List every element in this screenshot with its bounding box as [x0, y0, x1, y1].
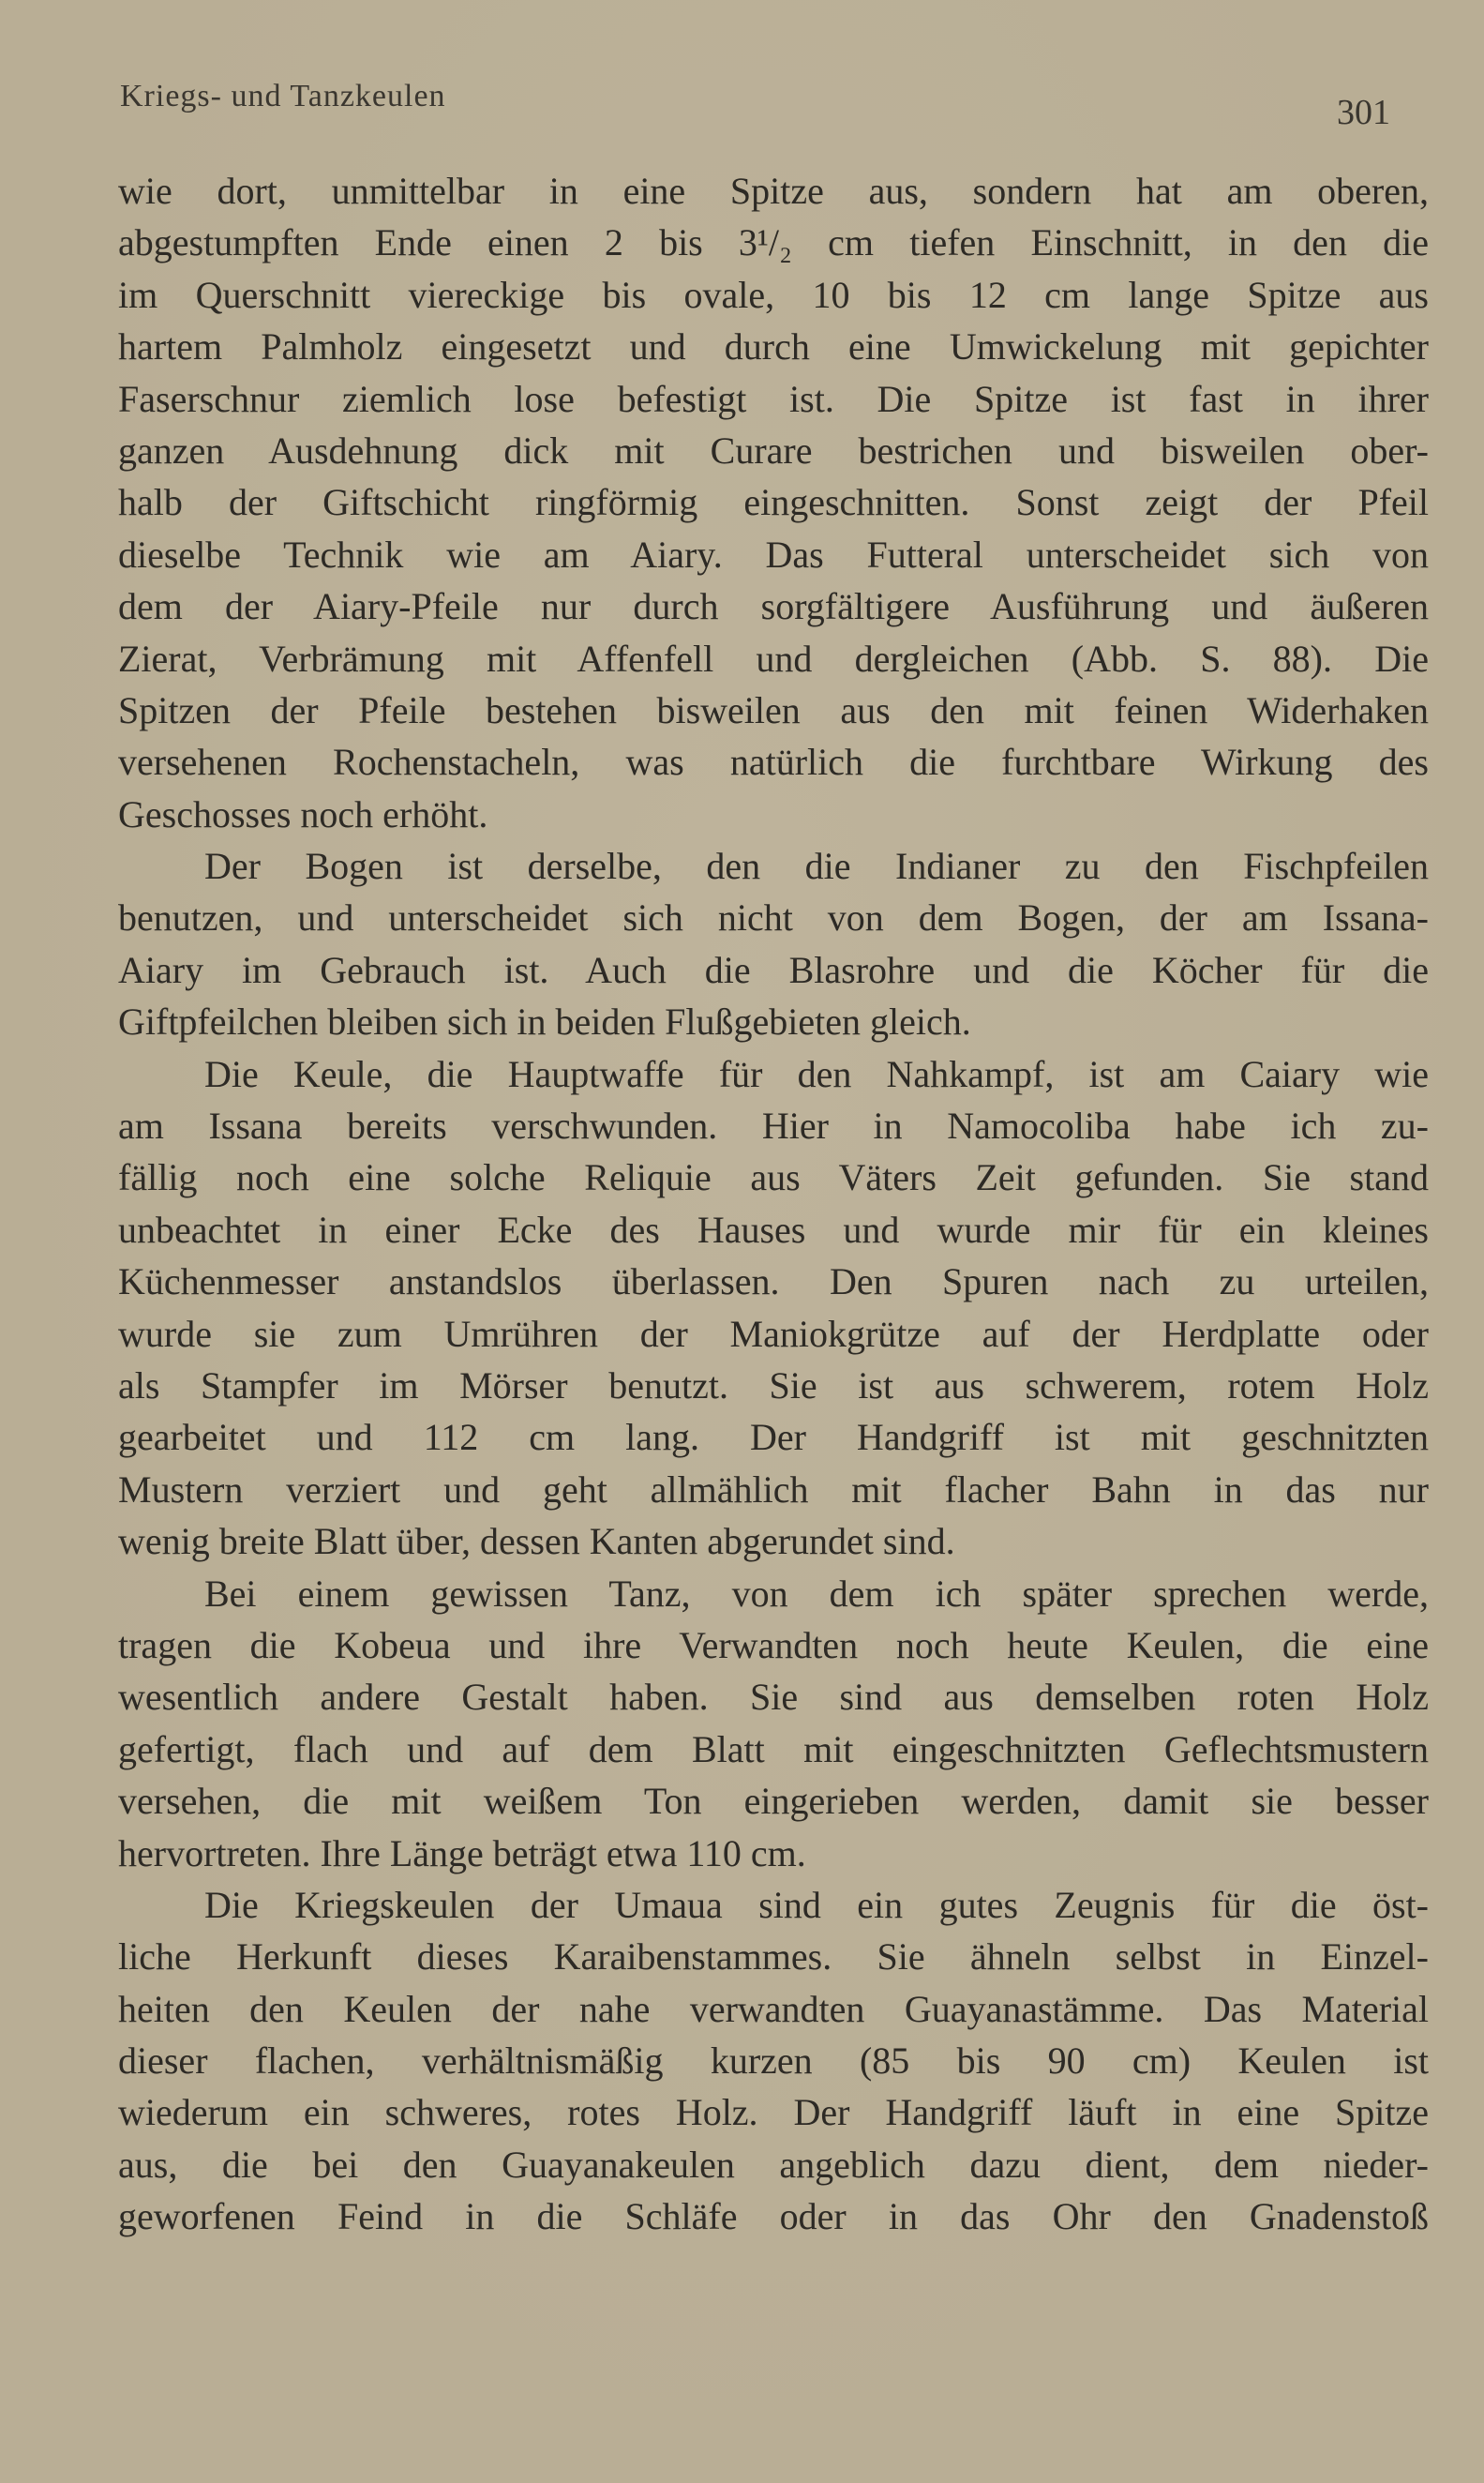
text-line: Die Keule, die Hauptwaffe für den Nahkampf, ist am Caiary wie	[204, 1052, 1429, 1095]
text-line: wurde sie zum Umrühren der Maniokgrütze auf der Herdplatte oder	[118, 1312, 1429, 1355]
text-line: geworfenen Feind in die Schläfe oder in das Ohr den Gnadenstoß	[118, 2195, 1429, 2238]
text-line: Spitzen der Pfeile bestehen bisweilen aus den mit feinen Widerhaken	[118, 688, 1429, 731]
text-line: aus, die bei den Guayanakeulen angeblich dazu dient, dem nieder-	[118, 2143, 1429, 2186]
text-line: benutzen, und unterscheidet sich nicht von dem Bogen, der am Issana-	[118, 896, 1429, 940]
text-line: hervortreten. Ihre Länge beträgt etwa 110 cm.	[118, 1831, 806, 1874]
paragraph	[118, 1879, 1429, 2243]
text-line: wenig breite Blatt über, dessen Kanten abgerundet sind.	[118, 1520, 955, 1563]
text-line: abgestumpften Ende einen 2 bis 3¹/₂ cm tiefen Einschnitt, in den die	[118, 221, 1429, 264]
text-line: Faserschnur ziemlich lose befestigt ist. Die Spitze ist fast in ihrer	[118, 377, 1429, 420]
text-line: Geschosses noch erhöht.	[118, 792, 488, 835]
text-line: fällig noch eine solche Reliquie aus Väters Zeit gefunden. Sie stand	[118, 1156, 1429, 1199]
paragraph	[118, 165, 1429, 840]
text-line: versehen, die mit weißem Ton eingerieben werden, damit sie besser	[118, 1780, 1429, 1823]
text-line: gefertigt, flach und auf dem Blatt mit eingeschnitzten Geflechtsmustern	[118, 1727, 1429, 1770]
text-line: Giftpfeilchen bleiben sich in beiden Flußgebieten gleich.	[118, 1001, 971, 1044]
text-line: Aiary im Gebrauch ist. Auch die Blasrohre und die Köcher für die	[118, 948, 1429, 991]
text-line: wiederum ein schweres, rotes Holz. Der Handgriff läuft in eine Spitze	[118, 2091, 1429, 2134]
text-line: gearbeitet und 112 cm lang. Der Handgriff ist mit geschnitzten	[118, 1416, 1429, 1459]
text-line: dem der Aiary-Pfeile nur durch sorgfältigere Ausführung und äußeren	[118, 585, 1429, 628]
text-line: Zierat, Verbrämung mit Affenfell und dergleichen (Abb. S. 88). Die	[118, 637, 1429, 680]
text-line: wesentlich andere Gestalt haben. Sie sind aus demselben roten Holz	[118, 1676, 1429, 1719]
text-line: Die Kriegskeulen der Umaua sind ein gutes Zeugnis für die öst-	[204, 1883, 1429, 1926]
text-line: als Stampfer im Mörser benutzt. Sie ist aus schwerem, rotem Holz	[118, 1363, 1429, 1407]
text-line: hartem Palmholz eingesetzt und durch eine Umwickelung mit gepichter	[118, 325, 1429, 369]
text-line: unbeachtet in einer Ecke des Hauses und wurde mir für ein kleines	[118, 1208, 1429, 1251]
text-line: am Issana bereits verschwunden. Hier in Namocoliba habe ich zu-	[118, 1105, 1429, 1148]
text-line: versehenen Rochenstacheln, was natürlich die furchtbare Wirkung des	[118, 741, 1429, 784]
paragraph	[118, 1568, 1429, 1879]
text-line: ganzen Ausdehnung dick mit Curare bestrichen und bisweilen ober-	[118, 429, 1429, 472]
text-line: Mustern verziert und geht allmählich mit flacher Bahn in das nur	[118, 1467, 1429, 1511]
text-line: Küchenmesser anstandslos überlassen. Den Spuren nach zu urteilen,	[118, 1260, 1429, 1303]
text-line: liche Herkunft dieses Karaibenstammes. Sie ähneln selbst in Einzel-	[118, 1935, 1429, 1979]
running-head: Kriegs- und Tanzkeulen	[120, 79, 446, 113]
text-line: dieser flachen, verhältnismäßig kurzen (85 bis 90 cm) Keulen ist	[118, 2039, 1429, 2083]
text-line: heiten den Keulen der nahe verwandten Guayanastämme. Das Material	[118, 1987, 1429, 2030]
text-line: Der Bogen ist derselbe, den die Indianer zu den Fischpfeilen	[204, 845, 1429, 888]
body-text	[118, 165, 1429, 2243]
paragraph	[118, 1048, 1429, 1568]
text-line: Bei einem gewissen Tanz, von dem ich später sprechen werde,	[204, 1572, 1429, 1615]
text-line: im Querschnitt viereckige bis ovale, 10 bis 12 cm lange Spitze aus	[118, 273, 1429, 316]
text-line: wie dort, unmittelbar in eine Spitze aus, sondern hat am oberen,	[118, 170, 1429, 212]
text-line: tragen die Kobeua und ihre Verwandten noch heute Keulen, die eine	[118, 1623, 1429, 1666]
text-line: halb der Giftschicht ringförmig eingeschnitten. Sonst zeigt der Pfeil	[118, 481, 1429, 524]
paragraph	[118, 840, 1429, 1048]
text-line: dieselbe Technik wie am Aiary. Das Futteral unterscheidet sich von	[118, 533, 1429, 576]
page-number: 301	[1337, 93, 1390, 132]
